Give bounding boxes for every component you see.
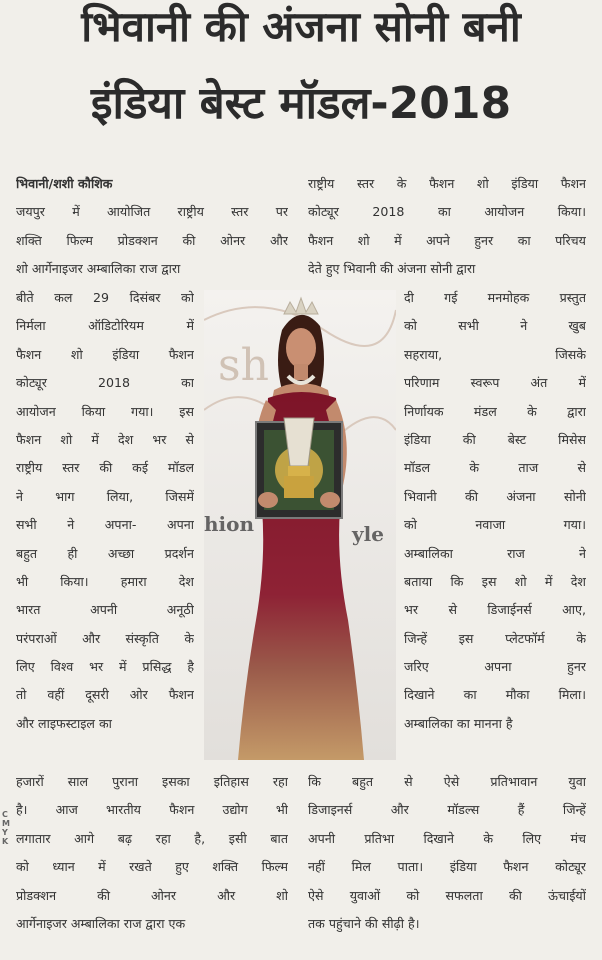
text-line: तक पहुंचाने की सीढ़ी है। [308, 915, 420, 931]
left-column-bottom [16, 768, 288, 938]
backdrop-text-left: hion [204, 512, 255, 536]
left-top-lines [16, 198, 288, 283]
right-top-lines [308, 170, 586, 284]
text-line: जिन्हें इस प्लेटफॉर्म के [404, 630, 586, 646]
text-line: कोट्यूर 2018 का [16, 375, 194, 391]
text-line: दिखाने का मौका मिला। [404, 687, 586, 703]
text-line: भारत अपनी अनूठी [16, 602, 194, 618]
text-line: फैशन शो में अपने हुनर का परिचय [308, 232, 586, 248]
left-column-top [16, 170, 288, 284]
text-line: तो वहीं दूसरी ओर फैशन [16, 687, 194, 703]
text-line: परिणाम स्वरूप अंत में [404, 375, 586, 391]
print-registration-mark: C M Y K [2, 810, 10, 846]
text-line: निर्मला ऑडिटोरियम में [16, 318, 194, 334]
text-line: भी किया। हमारा देश [16, 573, 194, 589]
text-line: भिवानी की अंजना सोनी [404, 488, 586, 504]
right-column-top [308, 170, 586, 284]
text-line: राष्ट्रीय स्तर की कई मॉडल [16, 460, 194, 476]
text-line: कोट्यूर 2018 का आयोजन किया। [308, 204, 586, 220]
text-line: को सभी ने खुब [404, 318, 586, 334]
text-line: प्रोडक्शन की ओनर और शो [16, 887, 288, 903]
backdrop-text-right: yle [352, 522, 384, 546]
text-line: परंपराओं और संस्कृति के [16, 630, 194, 646]
text-line: सहराया, जिसके [404, 346, 586, 362]
text-line: जरिए अपना हुनर [404, 659, 586, 675]
backdrop-text-top: sh [218, 340, 269, 391]
text-line: है। आज भारतीय फैशन उद्योग भी [16, 802, 288, 818]
left-mid-lines [16, 284, 194, 738]
text-line: बहुत ही अच्छा प्रदर्शन [16, 545, 194, 561]
dateline: भिवानी/शशी कौशिक [16, 176, 113, 191]
text-line: शक्ति फिल्म प्रोडक्शन की ओनर और [16, 232, 288, 248]
text-line: दी गई मनमोहक प्रस्तुत [404, 290, 586, 305]
text-line: राष्ट्रीय स्तर के फैशन शो इंडिया फैशन [308, 176, 586, 191]
text-line: फैशन शो इंडिया फैशन [16, 346, 194, 362]
text-line: निर्णायक मंडल के द्वारा [404, 403, 586, 419]
text-line: बताया कि इस शो में देश [404, 573, 586, 589]
text-line: कि बहुत से ऐसे प्रतिभावान युवा [308, 774, 586, 789]
text-line: जयपुर में आयोजित राष्ट्रीय स्तर पर [16, 204, 288, 220]
right-column-bottom [308, 768, 586, 938]
text-line: ने भाग लिया, जिसमें [16, 488, 194, 504]
right-bottom-lines [308, 768, 586, 938]
text-line: बीते कल 29 दिसंबर को [16, 290, 194, 305]
left-column-mid [16, 284, 194, 738]
headline-line-1: भिवानी की अंजना सोनी बनी [81, 2, 521, 51]
text-line: डिजाइनर्स और मॉडल्स हैं जिन्हें [308, 802, 586, 818]
right-mid-lines [404, 284, 586, 738]
text-line: ऐसे युवाओं को सफलता की ऊंचाईयों [308, 887, 586, 903]
text-line: नहीं मिल पाता। इंडिया फैशन कोट्यूर [308, 859, 586, 875]
text-line: आयोजन किया गया। इस [16, 403, 194, 419]
text-line: और लाइफस्टाइल का [16, 715, 112, 731]
headline-line-2: इंडिया बेस्ट मॉडल-2018 [90, 78, 512, 129]
text-line: इंडिया की बेस्ट मिसेस [404, 431, 586, 447]
text-line: भर से डिजाईनर्स आए, [404, 602, 586, 618]
text-line: अम्बालिका का मानना है [404, 715, 513, 731]
text-line: को नवाजा गया। [404, 517, 586, 533]
text-line: अपनी प्रतिभा दिखाने के लिए मंच [308, 830, 586, 846]
text-line: शो आर्गेनाइजर अम्बालिका राज द्वारा [16, 261, 181, 277]
text-line: देते हुए भिवानी की अंजना सोनी द्वारा [308, 261, 476, 277]
text-line: आर्गेनाइजर अम्बालिका राज द्वारा एक [16, 915, 186, 931]
left-bottom-lines [16, 768, 288, 938]
news-photo [204, 290, 396, 760]
text-line: सभी ने अपना- अपना [16, 517, 194, 533]
text-line: मॉडल के ताज से [404, 460, 586, 476]
text-line: को ध्यान में रखते हुए शक्ति फिल्म [16, 859, 288, 875]
text-line: हजारों साल पुराना इसका इतिहास रहा [16, 774, 288, 789]
right-column-mid [404, 284, 586, 738]
text-line: लगातार आगे बढ़ रहा है, इसी बात [16, 830, 288, 846]
text-line: फैशन शो में देश भर से [16, 431, 194, 447]
text-line: लिए विश्व भर में प्रसिद्ध है [16, 659, 194, 675]
text-line: अम्बालिका राज ने [404, 545, 586, 561]
